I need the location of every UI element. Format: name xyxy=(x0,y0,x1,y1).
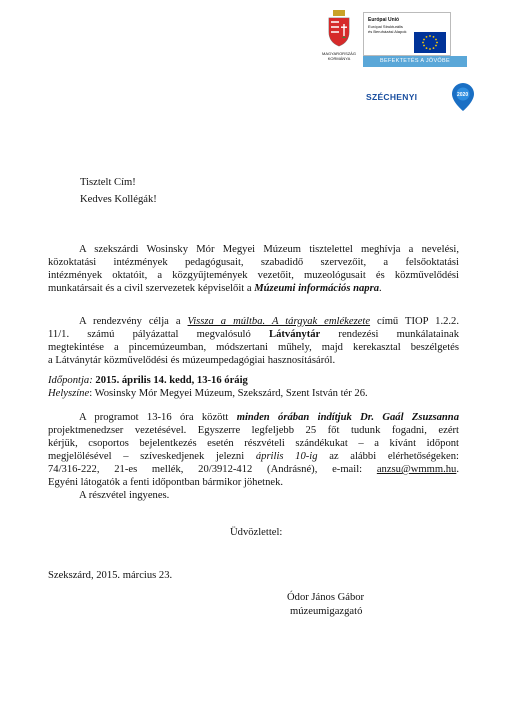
where-label: Helyszíne xyxy=(48,388,90,399)
p3-line6: Egyéni látogatók a fenti időpontban bármikor jöhetnek. xyxy=(48,477,284,488)
eu-fund-line1: Európai Strukturális xyxy=(368,24,403,29)
event-where xyxy=(48,387,459,400)
place-date: Szekszárd, 2015. március 23. xyxy=(48,570,173,581)
p3-line3: kérjük, csoportos bejelentkezés esetén részvételi szándékukat – a kívánt időpont xyxy=(48,438,459,449)
eu-title: Európai Unió xyxy=(368,17,400,23)
eu-flag-icon xyxy=(414,32,446,53)
p3-line2: projektmenedzser vezetésével. Egyszerre legfeljebb 25 főt tudunk fogadni, ezért xyxy=(48,425,459,436)
guide-info: minden órában indítjuk Dr. Gaál Zsuzsanna xyxy=(236,412,459,423)
event-when: Időpontja: 2015. április 14. kedd, 13-16 óráig xyxy=(48,375,248,386)
p1-line3: intézmények oktatóit, a közgyűjtemények vezetőit, muzeológusait és közművelődési xyxy=(48,270,459,281)
p3-line4: megjelölésével – szíveskedjenek jelezni április 10-ig az alábbi elérhetőségeken: xyxy=(48,451,459,462)
signer-title: múzeumigazgató xyxy=(290,606,363,617)
where-value: : Wosinsky Mór Megyei Múzeum, Szekszárd, Szent István tér 26. xyxy=(89,388,368,399)
paragraph-invitation xyxy=(48,243,459,295)
eu-fund-line2: és Beruházási Alapok xyxy=(368,29,407,34)
szechenyi-label: SZÉCHENYI xyxy=(366,92,418,102)
project-title: Vissza a múltba. A tárgyak emlékezete xyxy=(187,316,371,327)
govt-label-line1: MAGYARORSZÁG xyxy=(322,51,356,56)
szechenyi-logo xyxy=(366,82,478,112)
email-link[interactable]: anzsu@wmmm.hu xyxy=(376,464,457,475)
greeting: Üdvözlettel: xyxy=(230,527,283,538)
salutation-1: Tisztelt Cím! xyxy=(80,177,136,188)
p1-line1: A szekszárdi Wosinsky Mór Megyei Múzeum tisztelettel meghívja a nevelési, xyxy=(79,244,459,255)
p3-line5: 74/316-222, 21-es mellék, 20/3912-412 (Andrásné), e-mail: anzsu@wmmm.hu. xyxy=(48,464,459,475)
when-value: 2015. április 14. kedd, 13-16 óráig xyxy=(95,375,248,386)
p3-line7: A részvétel ingyenes. xyxy=(79,490,170,501)
coat-of-arms-icon xyxy=(318,10,360,50)
p2-line1: A rendezvény célja a Vissza a múltba. A tárgyak emlékezete című TIOP 1.2.2. xyxy=(79,316,459,327)
eu-slogan: BEFEKTETÉS A JÖVŐBE xyxy=(363,56,467,67)
p3-line1: A programot 13-16 óra között minden órában indítjuk Dr. Gaál Zsuzsanna xyxy=(79,412,459,423)
deadline: április 10-ig xyxy=(255,451,318,462)
p2-line4: a Látványtár közművelődési és múzeumpedagógiai hasznosításáról. xyxy=(48,355,336,366)
when-label: Időpontja xyxy=(48,375,90,386)
hungarian-government-logo xyxy=(318,10,360,68)
p1-line2: közoktatási intézmények pedagógusait, szabadidő szervezőit, a felsőoktatási xyxy=(48,257,459,268)
salutation-2: Kedves Kollégák! xyxy=(80,194,157,205)
signer-name: Ódor János Gábor xyxy=(287,592,365,603)
p1-line4: munkatársait és a civil szervezetek képviselőit a Múzeumi információs napra. xyxy=(48,283,382,294)
latvanytar-label: Látványtár xyxy=(269,329,321,340)
p2-line2: 11/1. számú pályázattal megvalósuló Látványtár rendezési munkálatainak xyxy=(48,329,459,340)
govt-label-line2: KORMÁNYA xyxy=(327,56,351,61)
p2-line3: megtekintése a pincemúzeumban, módszertani műhely, majd kerekasztal beszélgetés xyxy=(48,342,459,353)
event-name: Múzeumi információs napra xyxy=(254,283,380,294)
paragraph-program xyxy=(48,411,459,502)
paragraph-purpose xyxy=(48,315,459,367)
szechenyi-year: 2020 xyxy=(457,92,469,98)
